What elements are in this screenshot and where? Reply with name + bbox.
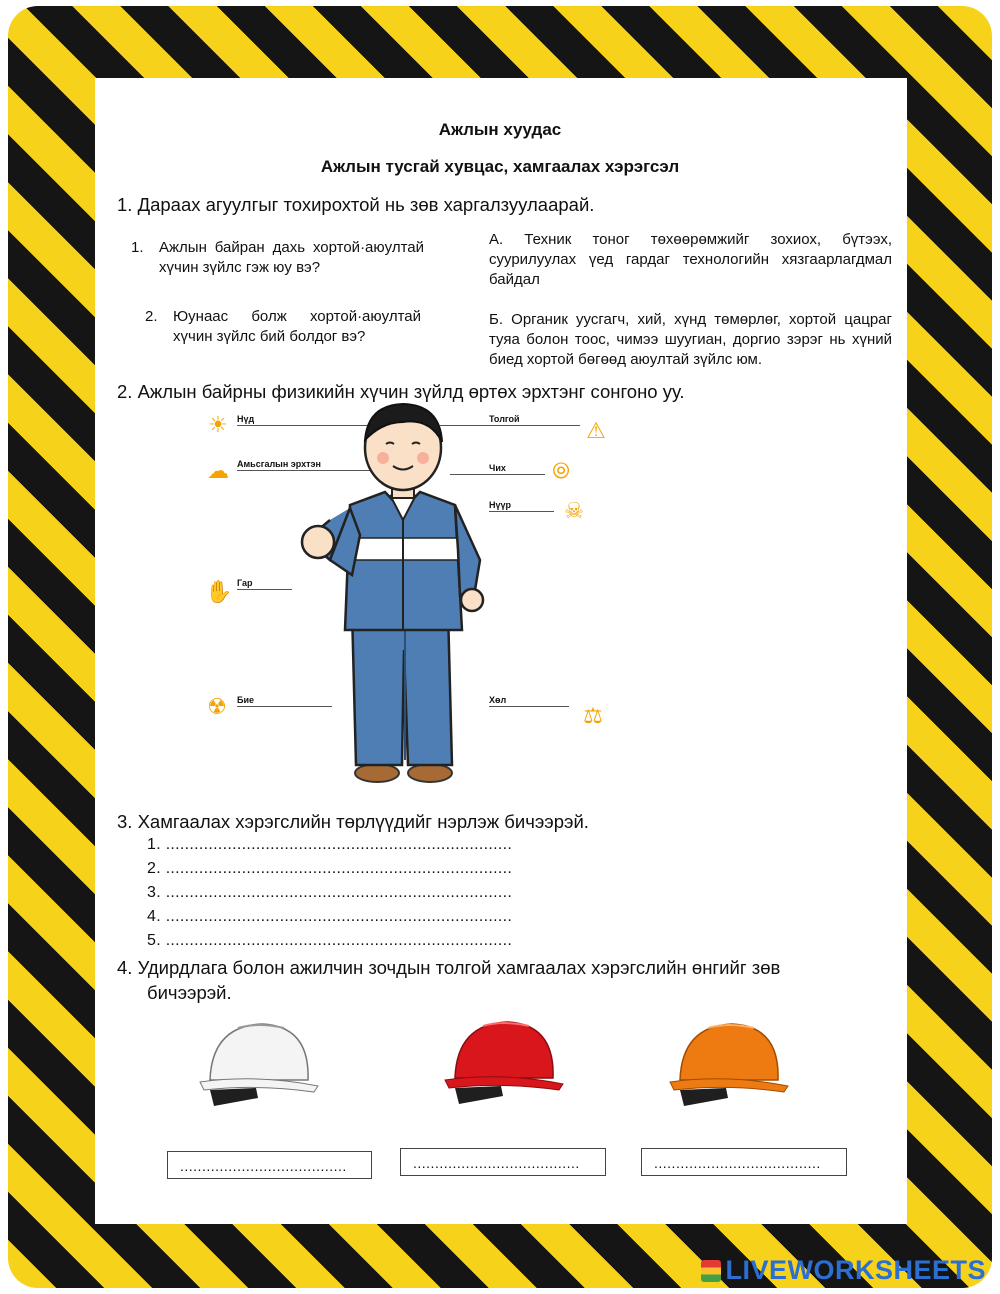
label-respiratory: Амьсгалын эрхтэн [237, 459, 321, 469]
ear-icon: ⦾ [552, 458, 570, 483]
q1-left-item-2: Юунаас болж хортой·аюултай хүчин зүйлс бий болдог вэ? [173, 308, 421, 345]
label-eye: Нүд [237, 414, 255, 424]
radiation-icon: ☢ [207, 694, 227, 719]
white-helmet-image [198, 1018, 320, 1110]
q1-left-num-2: 2. [145, 308, 158, 325]
orange-helmet-image [668, 1018, 790, 1110]
hand-icon: ✋ [205, 579, 233, 604]
sun-icon: ☀ [208, 412, 228, 437]
lungs-icon: ☁ [207, 458, 229, 483]
falling-object-icon: ⚠ [586, 418, 606, 443]
q1-left-num-1: 1. [131, 239, 144, 256]
q3-answer-line-1[interactable]: 1. ......................................................................... [147, 836, 513, 853]
pointer-line [489, 706, 569, 707]
question-2: 2. Ажлын байрны физикийн хүчин зүйлд өртөх эрхтэнг сонгоно уу. [117, 381, 685, 402]
q3-answer-line-4[interactable]: 4. ......................................................................... [147, 908, 513, 925]
question-4-cont: бичээрэй. [147, 982, 232, 1003]
question-4: 4. Удирдлага болон ажилчин зочдын толгой хамгаалах хэрэгслийн өнгийг зөв [117, 957, 781, 978]
label-head: Толгой [489, 414, 520, 424]
helmet-answer-box-1[interactable]: ...................................... [167, 1151, 372, 1179]
live-badge-icon [701, 1260, 721, 1282]
q1-left-item-1: Ажлын байран дахь хортой·аюултай хүчин зүйлс гэж юу вэ? [159, 239, 424, 276]
heavy-load-icon: ⚖ [583, 703, 603, 728]
pointer-line [237, 589, 292, 590]
q3-answer-line-3[interactable]: 3. ......................................................................... [147, 884, 513, 901]
worker-illustration [290, 400, 500, 790]
skull-icon: ☠ [564, 498, 584, 523]
label-ear: Чих [489, 463, 506, 473]
worksheet-subtitle: Ажлын тусгай хувцас, хамгаалах хэрэгсэл [320, 157, 680, 176]
question-3: 3. Хамгаалах хэрэгслийн төрлүүдийг нэрлэж бичээрэй. [117, 811, 589, 832]
label-hand: Гар [237, 578, 253, 588]
q3-answer-line-2[interactable]: 2. ......................................................................... [147, 860, 513, 877]
question-1: 1. Дараах агуулгыг тохирохтой нь зөв харгалзуулаарай. [117, 194, 595, 215]
label-leg: Хөл [489, 695, 507, 705]
q3-answer-line-5[interactable]: 5. ......................................................................... [147, 932, 513, 949]
q1-right-item-a: А. Техник тоног төхөөрөмжийг зохиох, бүтээх, суурилуулах үед гардаг технологийн хязгаарлагдмал байдал [489, 231, 892, 288]
red-helmet-image [443, 1016, 565, 1108]
logo-text: LIVEWORKSHEETS [725, 1255, 986, 1285]
q1-right-item-b: Б. Органик уусгагч, хий, хүнд төмөрлөг, хортой цацраг туяа болон тоос, чимээ шуугиан, доргио зэрэг нь хүний биед хортой бөгөөд аюултай зүйлс юм. [489, 311, 892, 368]
helmet-answer-box-2[interactable]: ...................................... [400, 1148, 606, 1176]
worksheet-title: Ажлын хуудас [438, 120, 562, 139]
helmet-answer-box-3[interactable]: ...................................... [641, 1148, 847, 1176]
label-body: Бие [237, 695, 255, 705]
liveworksheets-logo [701, 1255, 986, 1286]
label-face: Нүүр [489, 500, 512, 510]
